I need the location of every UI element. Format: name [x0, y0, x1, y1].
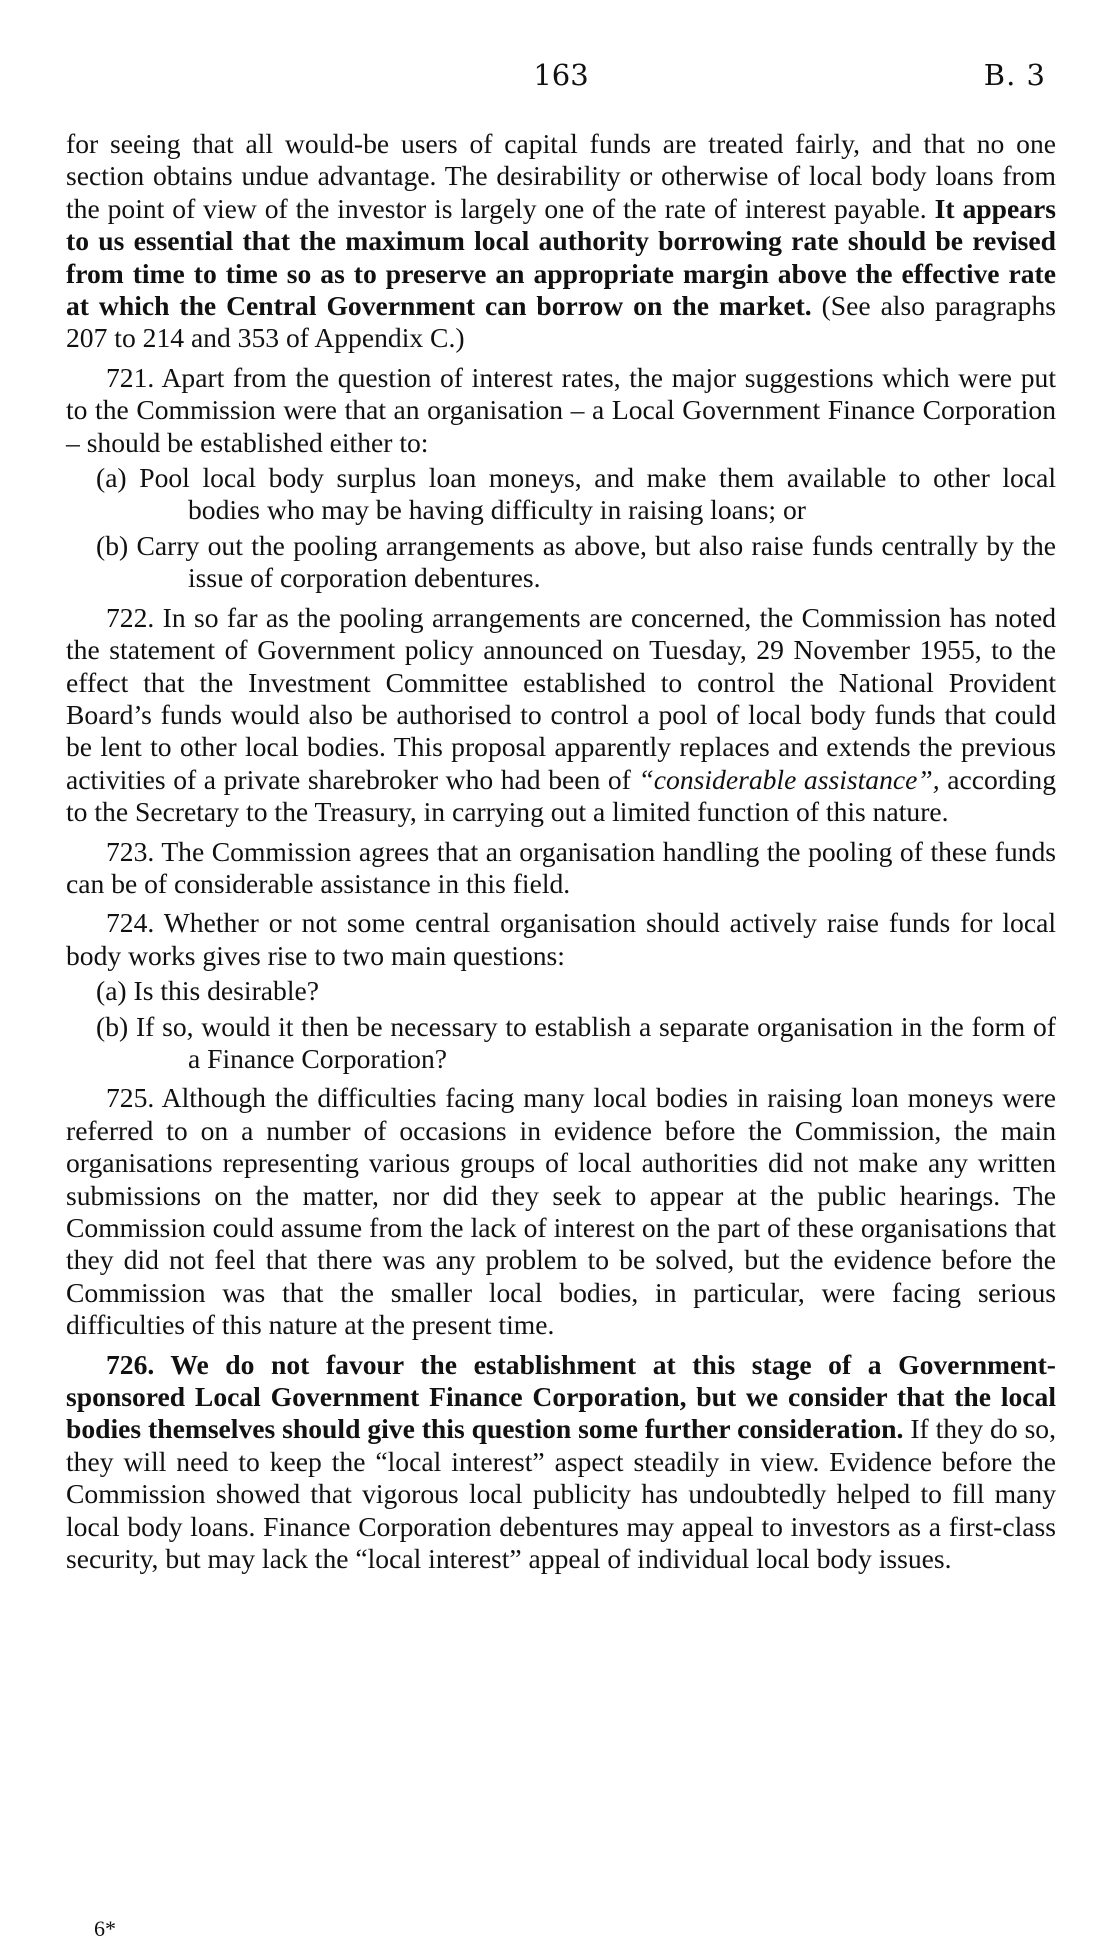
list-label: (b) — [96, 529, 129, 561]
paragraph-number: 726. — [106, 1348, 155, 1380]
list-text: If so, would it then be necessary to establish a separate organisation in the form of a Finance Corporation? — [128, 1010, 1056, 1074]
list-text: Pool local body surplus loan moneys, and make them available to other local bodies who may be having difficulty in raising loans; or — [126, 462, 1056, 526]
document-body — [66, 128, 1056, 1575]
paragraph-text: Apart from the question of interest rates, the major suggestions which were put to the Commission were that an organisation – a Local Government Finance Corporation – should be established either to: — [66, 361, 1056, 458]
paragraph-722 — [66, 602, 1056, 829]
paragraph-text: according to the Secretary to the Treasury, in carrying out a limited function of this nature. — [66, 763, 1056, 828]
paragraph-721 — [66, 362, 1056, 459]
list-label: (a) — [96, 975, 127, 1007]
paragraph-number: 721. — [106, 361, 155, 393]
list-text: Is this desirable? — [126, 975, 319, 1007]
paragraph-725 — [66, 1082, 1056, 1341]
series-code: B. 3 — [983, 58, 1046, 92]
page-number: 163 — [533, 58, 589, 92]
list-item — [66, 462, 1056, 527]
paragraph-text: Whether or not some central organisation should actively raise funds for local body works gives rise to two main questions: — [66, 907, 1056, 971]
paragraph-text: If they do so, they will need to keep the “local interest” aspect steadily in view. Evidence before the Commission showed that vigorous local publicity has undoubtedly helped to fill many local body loans. Finance Corporation debentures may appeal to investors as a first-class security, but may lack the “local interest” appeal of individual local body issues. — [66, 1413, 1057, 1575]
paragraph-continued — [66, 128, 1056, 355]
signature-mark: 6* — [94, 1916, 116, 1941]
paragraph-number: 725. — [106, 1082, 155, 1114]
bold-recommendation: We do not favour the establishment at this stage of a Government-sponsored Local Government Finance Corporation, but we consider that the local bodies themselves should give this question some further consideration. — [66, 1348, 1056, 1445]
page-header — [66, 58, 1056, 98]
paragraph-number: 724. — [106, 907, 155, 939]
paragraph-text: In so far as the pooling arrangements are concerned, the Commission has noted the statement of Government policy announced on Tuesday, 29 November 1955, to the effect that the Investment Committee established to control the National Provident Board’s funds would also be authorised to control a pool of local body funds that could be lent to other local bodies. This proposal apparently replaces and extends the previous activities of a private sharebroker who had been of — [66, 601, 1056, 795]
paragraph-724 — [66, 907, 1056, 972]
paragraph-text: for seeing that all would-be users of capital funds are treated fairly, and that no one section obtains undue advantage. The desirability or otherwise of local body loans from the point of view of the investor is largely one of the rate of interest payable. — [66, 128, 1056, 224]
paragraph-number: 722. — [106, 601, 155, 633]
list-label: (b) — [96, 1010, 129, 1042]
list-item — [66, 975, 1056, 1007]
italic-quote: “considerable assistance”, — [638, 763, 940, 795]
paragraph-723 — [66, 836, 1056, 901]
list-label: (a) — [96, 462, 127, 494]
paragraph-726 — [66, 1349, 1056, 1576]
list-text: Carry out the pooling arrangements as above, but also raise funds centrally by the issue of corporation debentures. — [128, 529, 1056, 594]
paragraph-number: 723. — [106, 835, 155, 867]
list-item — [66, 530, 1056, 595]
bold-recommendation: It appears to us essential that the maximum local authority borrowing rate should be revised from time to time so as to preserve an appropriate margin above the effective rate at which the Central Government can borrow on the market. — [66, 192, 1056, 322]
paragraph-text: The Commission agrees that an organisation handling the pooling of these funds can be of considerable assistance in this field. — [66, 835, 1056, 899]
paragraph-text: Although the difficulties facing many local bodies in raising loan moneys were referred to on a number of occasions in evidence before the Commission, the main organisations representing various groups of local authorities did not make any written submissions on the matter, nor did they seek to appear at the public hearings. The Commission could assume from the lack of interest on the part of these organisations that they did not feel that there was any problem to be solved, but the evidence before the Commission was that the smaller local bodies, in particular, were facing serious difficulties of this nature at the present time. — [66, 1082, 1056, 1341]
list-item — [66, 1011, 1056, 1076]
paragraph-text: (See also paragraphs 207 to 214 and 353 of Appendix C.) — [66, 290, 1056, 354]
